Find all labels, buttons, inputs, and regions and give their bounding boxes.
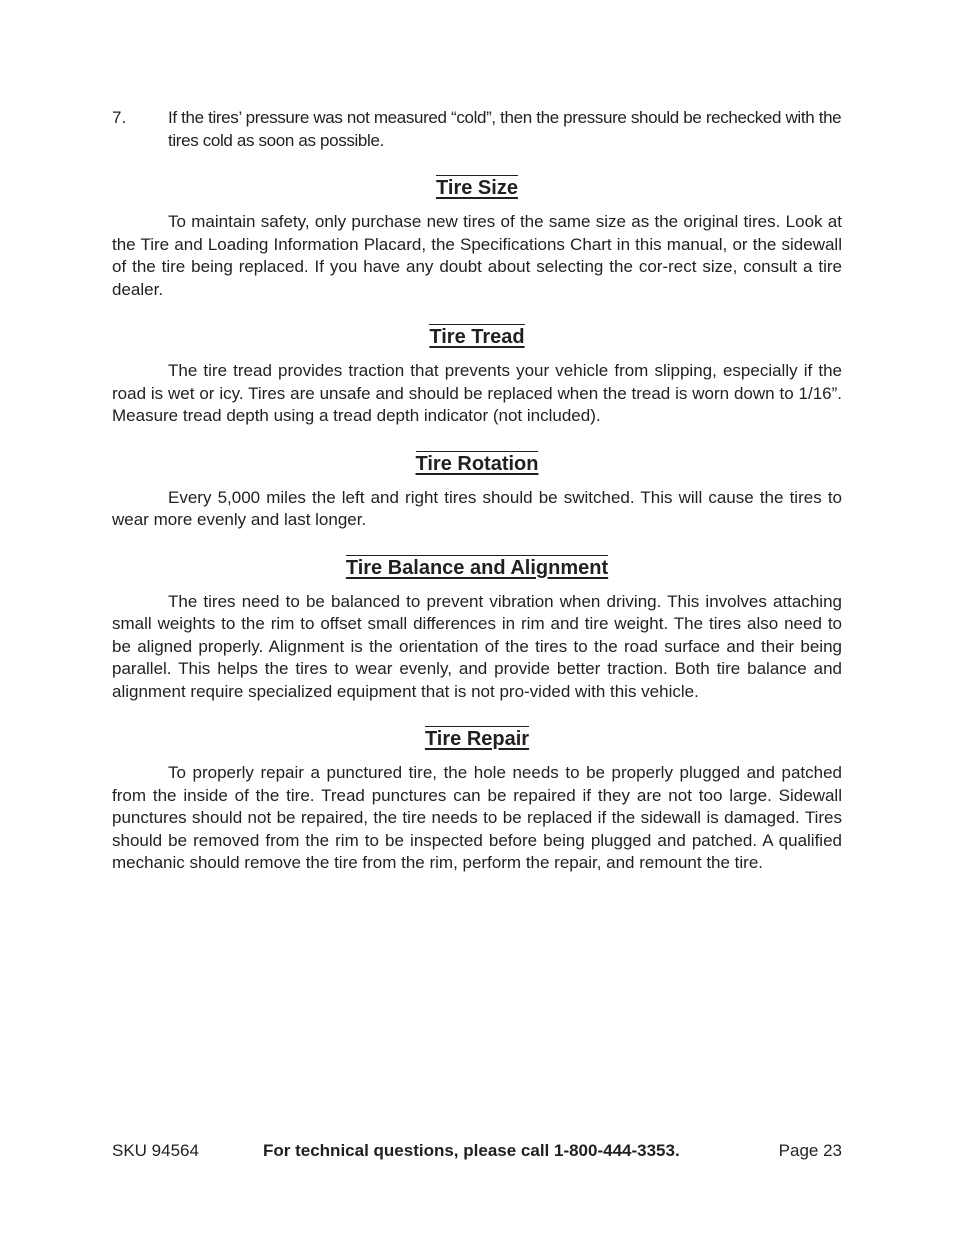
section-body-tire-rotation: Every 5,000 miles the left and right tires should be switched. This will cause the tires to wear more evenly and last longer.: [112, 487, 842, 529]
list-item-7: [112, 107, 842, 152]
section-body-tire-tread: The tire tread provides traction that prevents your vehicle from slipping, especially if the road is wet or icy. Tires are unsafe and should be replaced when the tread is worn down to 1/16”. Measure tread depth using a tread depth indicator (not included).: [112, 361, 842, 425]
footer-page-number: Page 23: [778, 1141, 842, 1160]
section-heading-tire-repair: Tire Repair: [424, 728, 530, 750]
footer-tech-support: For technical questions, please call 1-800-444-3353.: [263, 1141, 680, 1160]
section-body-tire-repair: To properly repair a punctured tire, the hole needs to be properly plugged and patched from the inside of the tire. Tread punctures can be repaired if they are not too large. Sidewall punctures should not be repaired, the tire needs to be replaced if the sidewall is damaged. Tires should be removed from the rim to be inspected before being plugged and patched. A qualified mechanic should remove the tire from the rim, perform the repair, and remount the tire.: [112, 763, 842, 872]
section-heading-tire-size: Tire Size: [436, 177, 518, 199]
section-heading-tire-rotation: Tire Rotation: [415, 452, 539, 475]
section-body-tire-balance: The tires need to be balanced to prevent vibration when driving. This involves attaching small weights to the rim to offset small differences in rim and tire weight. The tires also need to be aligned properly. Alignment is the orientation of the tires to the road surface and their being parallel. This helps the tires to wear evenly, and provide better traction. Both tire balance and alignment require specialized equipment that is not pro-vided with this vehicle.: [112, 591, 842, 701]
section-heading-tire-tread: Tire Tread: [429, 326, 525, 348]
footer-sku: SKU 94564: [112, 1141, 199, 1160]
page-content: [112, 107, 842, 875]
list-item-text: If the tires’ pressure was not measured “cold”, then the pressure should be rechecked with the tires cold as soon as possible.: [168, 108, 842, 150]
section-heading-tire-balance: Tire Balance and Alignment: [345, 556, 609, 579]
section-body-tire-size: To maintain safety, only purchase new tires of the same size as the original tires. Look at the Tire and Loading Information Placard, the Specifications Chart in this manual, or the sidewall of the tire being replaced. If you have any doubt about selecting the cor-rect size, consult a tire dealer.: [112, 212, 842, 299]
list-item-number: 7.: [112, 108, 127, 127]
